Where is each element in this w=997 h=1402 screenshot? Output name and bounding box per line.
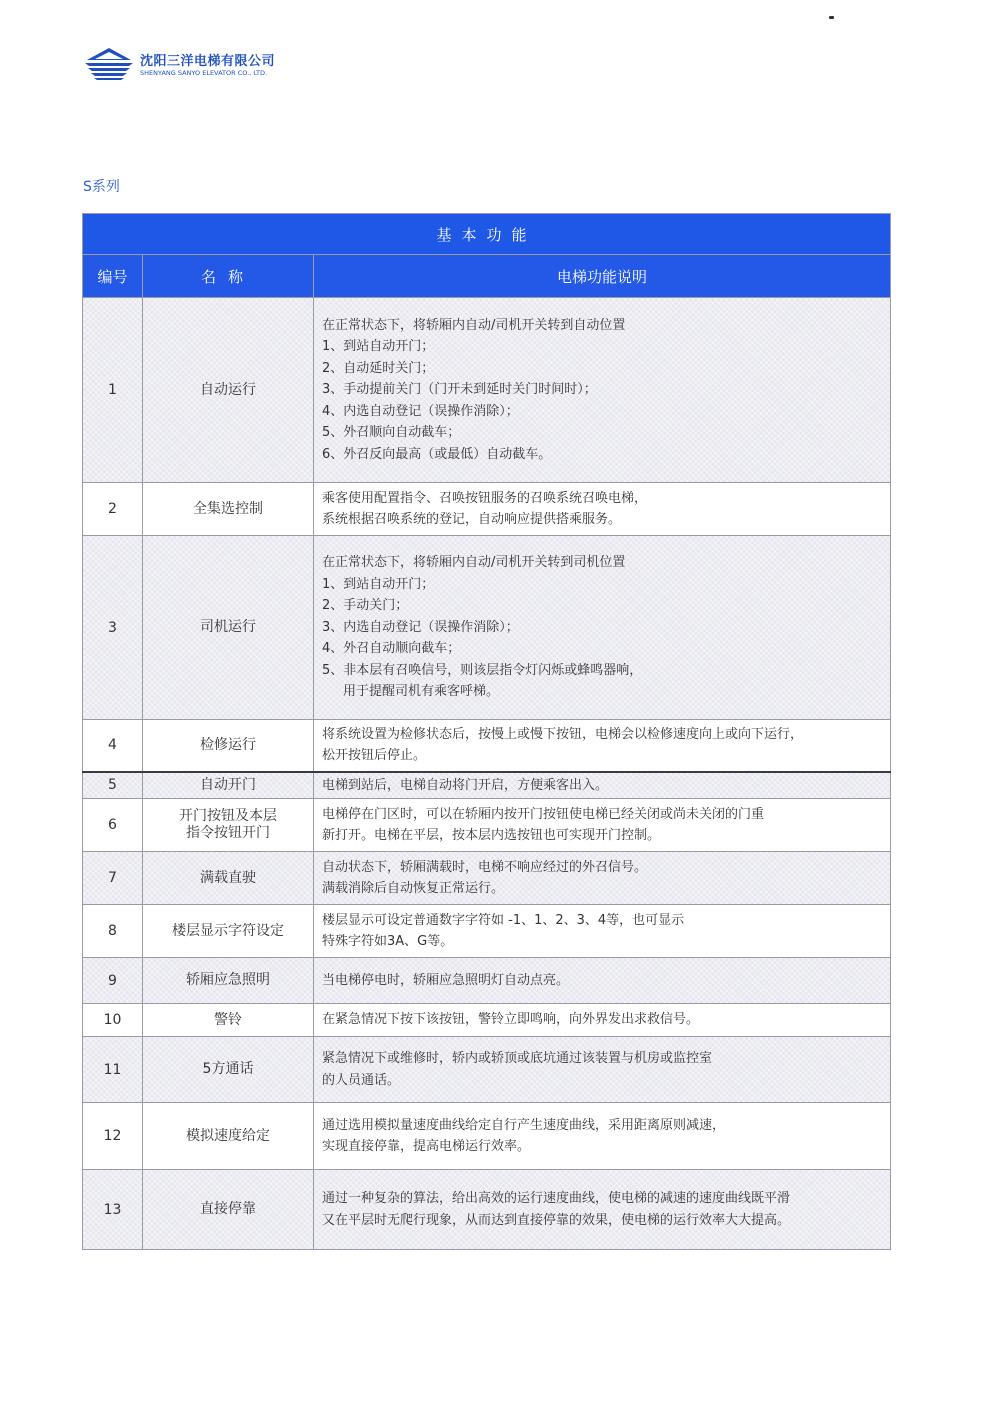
description-line: 实现直接停靠，提高电梯运行效率。 <box>322 1139 531 1154</box>
description-line: 楼层显示可设定普通数字字符如 -1、1、2、3、4等，也可显示 <box>322 912 685 928</box>
row-name <box>143 799 314 852</box>
company-name-cn: 沈阳三洋电梯有限公司 <box>140 54 276 69</box>
row-description <box>314 483 891 536</box>
scan-speck <box>829 16 834 19</box>
company-name-en: SHENYANG SANYO ELEVATOR CO., LTD. <box>140 69 268 77</box>
table-row <box>83 772 891 799</box>
row-name <box>143 852 314 905</box>
description-line: 满载消除后自动恢复正常运行。 <box>322 881 505 896</box>
description-line: 紧急情况下或维修时，轿内或轿顶或底坑通过该装置与机房或监控室 <box>322 1051 713 1066</box>
row-number: 11 <box>83 1037 143 1103</box>
row-number: 9 <box>83 958 143 1004</box>
row-name-line: 满载直驶 <box>200 869 256 886</box>
row-name-line: 指令按钮开门 <box>186 825 270 841</box>
description-line: 的人员通话。 <box>322 1072 401 1088</box>
description-line: 电梯停在门区时，可以在轿厢内按开门按钮使电梯已经关闭或尚未关闭的门重 <box>322 806 765 822</box>
description-line: 自动状态下，轿厢满载时，电梯不响应经过的外召信号。 <box>322 859 648 875</box>
row-name-line: 检修运行 <box>200 736 256 753</box>
table-row <box>83 1037 891 1103</box>
description-line: 4、外召自动顺向截车； <box>322 641 461 657</box>
row-number: 8 <box>83 905 143 958</box>
header-description: 电梯功能说明 <box>314 255 891 298</box>
description-line: 乘客使用配置指令、召唤按钮服务的召唤系统召唤电梯， <box>322 490 648 506</box>
row-name-line: 直接停靠 <box>200 1201 256 1217</box>
row-number: 2 <box>83 483 143 536</box>
row-name-line: 模拟速度给定 <box>186 1127 270 1144</box>
description-line: 新打开。电梯在平层，按本层内选按钮也可实现开门控制。 <box>322 828 661 843</box>
row-number: 12 <box>83 1103 143 1170</box>
description-line: 2、手动关门； <box>322 598 409 614</box>
row-description <box>314 536 891 720</box>
table-row <box>83 483 891 536</box>
series-label: S系列 <box>83 179 120 195</box>
row-number: 3 <box>83 536 143 720</box>
row-description <box>314 1037 891 1103</box>
description-line: 又在平层时无爬行现象，从而达到直接停靠的效果，使电梯的运行效率大大提高。 <box>322 1212 791 1228</box>
row-name-line: 警铃 <box>214 1011 242 1028</box>
row-description <box>314 905 891 958</box>
row-description <box>314 852 891 905</box>
table-row <box>83 1004 891 1037</box>
row-name <box>143 1004 314 1037</box>
row-name <box>143 772 314 799</box>
company-logo-icon <box>82 46 136 82</box>
row-name-line: 5方通话 <box>202 1061 254 1077</box>
description-line: 在正常状态下，将轿厢内自动/司机开关转到司机位置 <box>322 555 626 571</box>
description-line: 1、到站自动开门； <box>322 576 435 592</box>
description-line: 2、自动延时关门； <box>322 360 435 376</box>
row-name <box>143 1037 314 1103</box>
table-row <box>83 1170 891 1250</box>
description-line: 松开按钮后停止。 <box>322 748 427 764</box>
description-line: 在正常状态下，将轿厢内自动/司机开关转到自动位置 <box>322 317 626 333</box>
row-name-line: 全集选控制 <box>193 500 263 517</box>
row-description <box>314 298 891 483</box>
row-name-line: 自动开门 <box>200 776 256 793</box>
description-line: 1、到站自动开门； <box>322 339 435 355</box>
description-line: 电梯到站后，电梯自动将门开启，方便乘客出入。 <box>322 777 609 793</box>
description-line: 通过一种复杂的算法，给出高效的运行速度曲线，使电梯的减速的速度曲线既平滑 <box>322 1191 791 1206</box>
description-line: 系统根据召唤系统的登记，自动响应提供搭乘服务。 <box>322 512 622 527</box>
row-name <box>143 720 314 772</box>
company-logo <box>82 46 342 86</box>
table-body <box>83 298 891 1250</box>
description-line: 用于提醒司机有乘客呼梯。 <box>343 684 500 700</box>
description-line: 4、内选自动登记（误操作消除）； <box>322 403 519 419</box>
description-line: 3、手动提前关门（门开未到延时关门时间时）； <box>322 382 597 398</box>
row-name-line: 开门按钮及本层 <box>179 808 277 824</box>
row-description <box>314 799 891 852</box>
row-name-line: 司机运行 <box>200 619 256 635</box>
function-table <box>82 213 891 1250</box>
table-row <box>83 536 891 720</box>
row-name <box>143 958 314 1004</box>
description-line: 当电梯停电时，轿厢应急照明灯自动点亮。 <box>322 972 570 988</box>
description-line: 5、非本层有召唤信号，则该层指令灯闪烁或蜂鸣器响， <box>322 662 643 678</box>
row-number: 10 <box>83 1004 143 1037</box>
row-name <box>143 1170 314 1250</box>
row-name-line: 楼层显示字符设定 <box>172 922 284 939</box>
description-line: 5、外召顺向自动截车； <box>322 425 461 441</box>
table-row <box>83 852 891 905</box>
row-description <box>314 772 891 799</box>
description-line: 通过选用模拟量速度曲线给定自行产生速度曲线，采用距离原则减速， <box>322 1117 726 1133</box>
table-title: 基本功能 <box>83 214 891 255</box>
row-number: 13 <box>83 1170 143 1250</box>
row-number: 7 <box>83 852 143 905</box>
row-description <box>314 720 891 772</box>
description-line: 在紧急情况下按下该按钮，警铃立即鸣响，向外界发出求救信号。 <box>322 1012 700 1028</box>
header-name: 名称 <box>143 255 314 298</box>
row-description <box>314 958 891 1004</box>
row-description <box>314 1004 891 1037</box>
row-name <box>143 536 314 720</box>
header-number: 编号 <box>83 255 143 298</box>
table-row <box>83 298 891 483</box>
row-name <box>143 1103 314 1170</box>
table-row <box>83 1103 891 1170</box>
row-description <box>314 1170 891 1250</box>
row-name-line: 自动运行 <box>200 381 256 398</box>
table-row <box>83 958 891 1004</box>
table-row <box>83 799 891 852</box>
description-line: 3、内选自动登记（误操作消除）； <box>322 619 519 635</box>
row-number: 6 <box>83 799 143 852</box>
row-number: 1 <box>83 298 143 483</box>
table-row <box>83 905 891 958</box>
row-name <box>143 483 314 536</box>
table-row <box>83 720 891 772</box>
row-name <box>143 298 314 483</box>
row-description <box>314 1103 891 1170</box>
description-line: 特殊字符如3A、G等。 <box>322 934 454 949</box>
row-name-line: 轿厢应急照明 <box>186 972 270 988</box>
row-name <box>143 905 314 958</box>
description-line: 将系统设置为检修状态后，按慢上或慢下按钮，电梯会以检修速度向上或向下运行， <box>322 726 804 742</box>
row-number: 5 <box>83 772 143 799</box>
description-line: 6、外召反向最高（或最低）自动截车。 <box>322 446 552 462</box>
row-number: 4 <box>83 720 143 772</box>
